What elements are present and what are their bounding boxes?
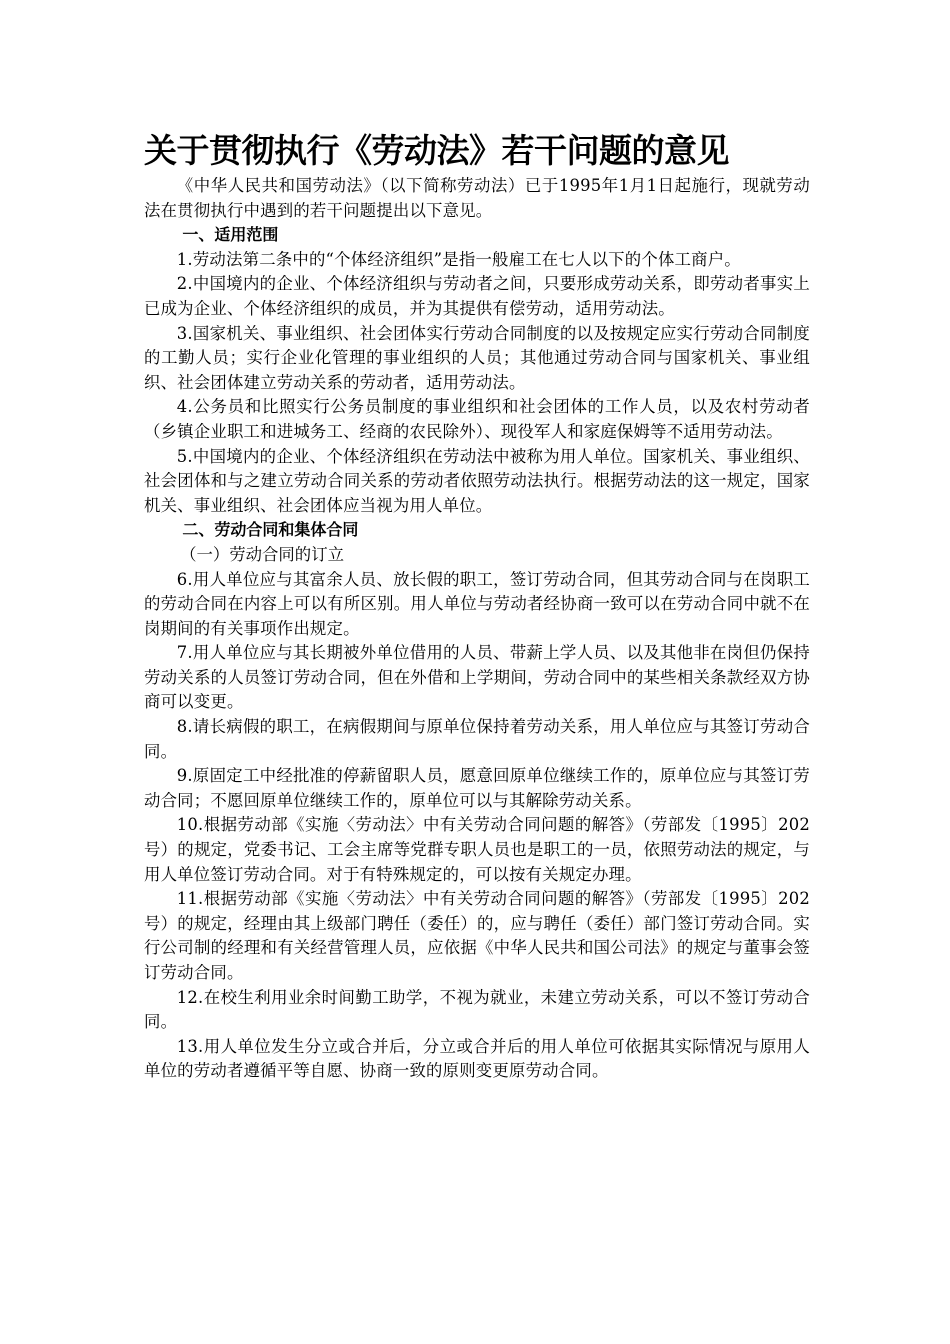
paragraph-10: 10.根据劳动部《实施〈劳动法〉中有关劳动合同问题的解答》（劳部发〔1995〕202号）的规定，党委书记、工会主席等党群专职人员也是职工的一员，依照劳动法的规定，与用人单位签订劳动合同。对于有特殊规定的，可以按有关规定办理。	[144, 815, 810, 884]
section-heading-scope: 一、适用范围	[182, 225, 279, 245]
paragraph-5: 5.中国境内的企业、个体经济组织在劳动法中被称为用人单位。国家机关、事业组织、社会团体和与之建立劳动合同关系的劳动者依照劳动法执行。根据劳动法的这一规定，国家机关、事业组织、社会团体应当视为用人单位。	[144, 446, 810, 515]
paragraph-1: 1.劳动法第二条中的“个体经济组织”是指一般雇工在七人以下的个体工商户。	[176, 249, 741, 269]
section-heading-contracts: 二、劳动合同和集体合同	[182, 520, 359, 540]
paragraph-13: 13.用人单位发生分立或合并后，分立或合并后的用人单位可依据其实际情况与原用人单位的劳动者遵循平等自愿、协商一致的原则变更原劳动合同。	[144, 1036, 810, 1081]
paragraph-12: 12.在校生利用业余时间勤工助学，不视为就业，未建立劳动关系，可以不签订劳动合同。	[144, 987, 810, 1032]
paragraph-11: 11.根据劳动部《实施〈劳动法〉中有关劳动合同问题的解答》（劳部发〔1995〕202号）的规定，经理由其上级部门聘任（委任）的，应与聘任（委任）部门签订劳动合同。实行公司制的经理和有关经营管理人员，应依据《中华人民共和国公司法》的规定与董事会签订劳动合同。	[144, 889, 810, 982]
intro-paragraph: 《中华人民共和国劳动法》（以下简称劳动法）已于1995年1月1日起施行，现就劳动法在贯彻执行中遇到的若干问题提出以下意见。	[144, 176, 810, 220]
paragraph-9: 9.原固定工中经批准的停薪留职人员，愿意回原单位继续工作的，原单位应与其签订劳动合同；不愿回原单位继续工作的，原单位可以与其解除劳动关系。	[144, 766, 810, 810]
subsection-heading-contract-signing: （一）劳动合同的订立	[180, 544, 344, 564]
paragraph-2: 2.中国境内的企业、个体经济组织与劳动者之间，只要形成劳动关系，即劳动者事实上已成为企业、个体经济组织的成员，并为其提供有偿劳动，适用劳动法。	[144, 274, 810, 318]
paragraph-8: 8.请长病假的职工，在病假期间与原单位保持着劳动关系，用人单位应与其签订劳动合同。	[144, 717, 810, 761]
paragraph-3: 3.国家机关、事业组织、社会团体实行劳动合同制度的以及按规定应实行劳动合同制度的工勤人员；实行企业化管理的事业组织的人员；其他通过劳动合同与国家机关、事业组织、社会团体建立劳动关系的劳动者，适用劳动法。	[144, 323, 810, 392]
document-page	[144, 128, 810, 1084]
document-title: 关于贯彻执行《劳动法》若干问题的意见	[144, 131, 729, 170]
paragraph-6: 6.用人单位应与其富余人员、放长假的职工，签订劳动合同，但其劳动合同与在岗职工的劳动合同在内容上可以有所区别。用人单位与劳动者经协商一致可以在劳动合同中就不在岗期间的有关事项作出规定。	[144, 569, 810, 638]
paragraph-4: 4.公务员和比照实行公务员制度的事业组织和社会团体的工作人员，以及农村劳动者（乡镇企业职工和进城务工、经商的农民除外）、现役军人和家庭保姆等不适用劳动法。	[144, 397, 810, 441]
paragraph-7: 7.用人单位应与其长期被外单位借用的人员、带薪上学人员、以及其他非在岗但仍保持劳动关系的人员签订劳动合同，但在外借和上学期间，劳动合同中的某些相关条款经双方协商可以变更。	[144, 643, 810, 712]
